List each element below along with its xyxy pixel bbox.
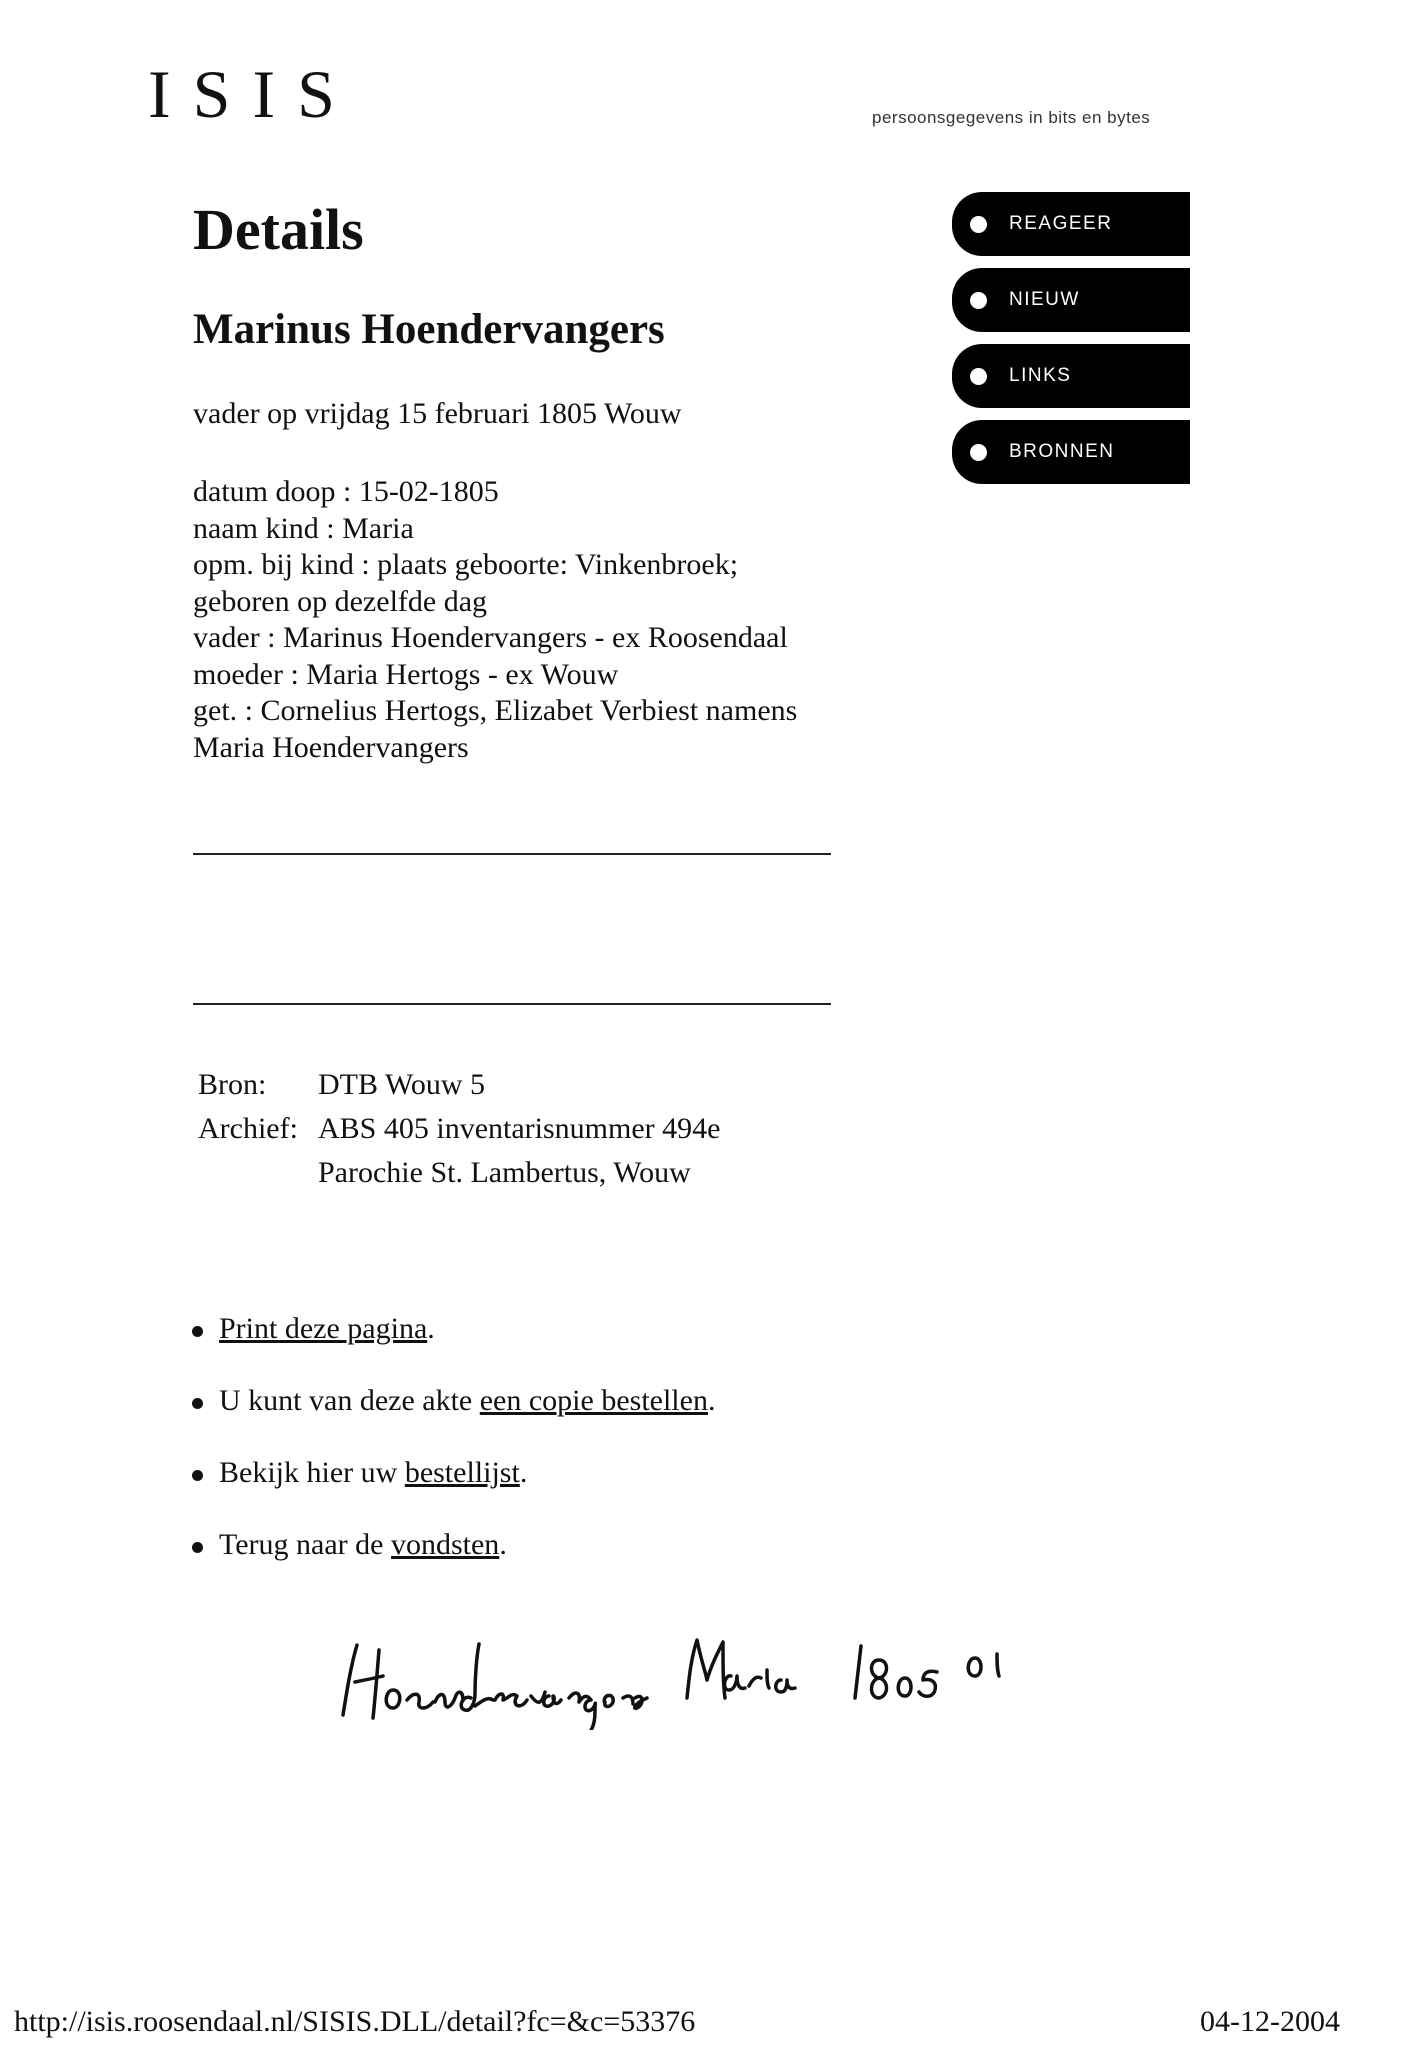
side-nav — [952, 192, 1190, 496]
link-suffix: . — [519, 1456, 528, 1489]
handwritten-annotation — [335, 1620, 1015, 1730]
link-prefix: Terug naar de — [219, 1528, 391, 1561]
nav-label: REAGEER — [1009, 213, 1113, 234]
nav-label: NIEUW — [1009, 289, 1080, 310]
nav-bronnen-button[interactable] — [952, 420, 1190, 484]
order-copy-link[interactable]: een copie bestellen — [479, 1384, 708, 1417]
detail-line: opm. bij kind : plaats geboorte: Vinkenbroek; geboren op dezelfde dag — [193, 548, 746, 618]
record-summary: vader op vrijdag 15 februari 1805 Wouw — [193, 397, 682, 430]
bullet-icon — [192, 1398, 203, 1409]
nav-label: BRONNEN — [1009, 441, 1115, 462]
detail-line: get. : Cornelius Hertogs, Elizabet Verbiest namens Maria Hoendervangers — [193, 694, 805, 764]
detail-line: naam kind : Maria — [193, 511, 414, 545]
bullet-icon — [192, 1470, 203, 1481]
archief-label: Archief: — [198, 1112, 298, 1145]
link-suffix: . — [499, 1528, 507, 1561]
link-prefix: Bekijk hier uw — [219, 1456, 405, 1489]
link-suffix: . — [427, 1312, 435, 1345]
person-name: Marinus Hoendervangers — [193, 306, 665, 353]
site-logo: ISIS — [148, 56, 357, 132]
nav-label: LINKS — [1009, 365, 1072, 386]
footer-date: 04-12-2004 — [1200, 2005, 1340, 2038]
link-suffix: . — [707, 1384, 716, 1417]
footer-url: http://isis.roosendaal.nl/SISIS.DLL/detail?fc=&c=53376 — [14, 2005, 696, 2038]
source-table — [198, 1063, 720, 1195]
bullet-icon — [970, 444, 987, 461]
nav-nieuw-button[interactable] — [952, 268, 1190, 332]
bullet-icon — [970, 368, 987, 385]
print-link[interactable]: Print deze pagina — [219, 1312, 428, 1345]
back-to-results-link[interactable]: vondsten — [390, 1528, 500, 1561]
archief-label-spacer — [198, 1151, 318, 1195]
detail-line: vader : Marinus Hoendervangers - ex Roosendaal — [193, 621, 788, 654]
archief-value-2: Parochie St. Lambertus, Wouw — [318, 1156, 691, 1189]
bullet-icon — [192, 1326, 203, 1337]
site-tagline: persoonsgegevens in bits en bytes — [872, 108, 1151, 127]
list-item — [192, 1456, 715, 1490]
bron-value: DTB Wouw 5 — [318, 1068, 486, 1101]
record-details — [193, 474, 833, 766]
list-item — [192, 1528, 715, 1562]
divider — [193, 853, 831, 855]
divider — [193, 1003, 831, 1005]
page-title: Details — [193, 197, 364, 262]
action-links — [192, 1312, 715, 1600]
list-item — [192, 1312, 715, 1346]
bullet-icon — [970, 292, 987, 309]
detail-line: moeder : Maria Hertogs - ex Wouw — [193, 657, 619, 691]
detail-line: datum doop : 15-02-1805 — [193, 475, 499, 508]
list-item — [192, 1384, 715, 1418]
order-list-link[interactable]: bestellijst — [404, 1456, 520, 1489]
bron-label: Bron: — [198, 1068, 267, 1101]
bullet-icon — [192, 1542, 203, 1553]
nav-reageer-button[interactable] — [952, 192, 1190, 256]
bullet-icon — [970, 216, 987, 233]
archief-value: ABS 405 inventarisnummer 494e — [318, 1112, 721, 1145]
link-prefix: U kunt van deze akte — [219, 1384, 480, 1417]
nav-links-button[interactable] — [952, 344, 1190, 408]
